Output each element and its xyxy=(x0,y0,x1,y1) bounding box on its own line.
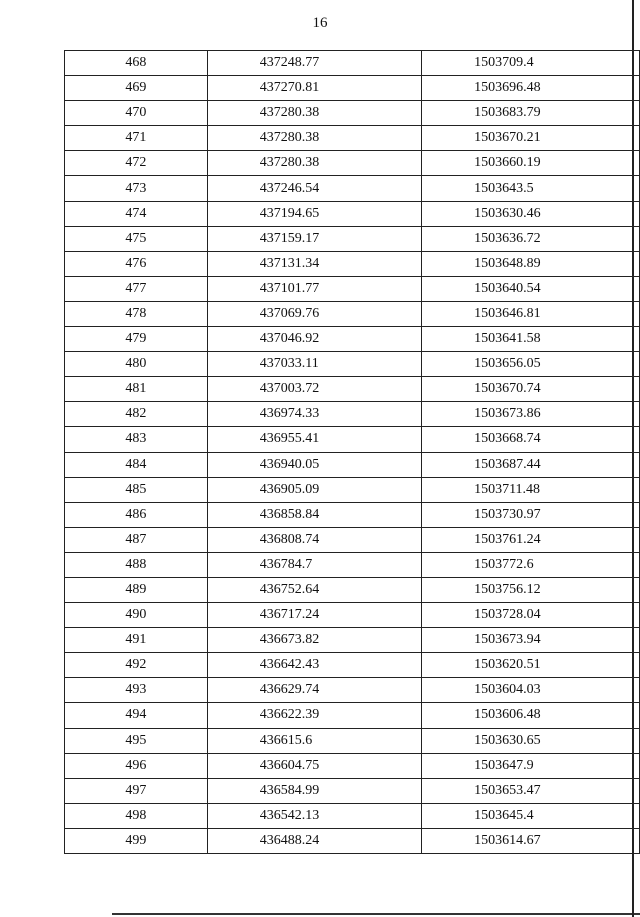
page-number: 16 xyxy=(312,15,328,31)
y-coordinate-cell: 1503604.03 xyxy=(422,678,640,703)
point-number-cell: 481 xyxy=(65,377,208,402)
table-row xyxy=(65,151,640,176)
point-number-cell: 472 xyxy=(65,151,208,176)
bottom-rule xyxy=(112,913,640,915)
y-coordinate-cell: 1503630.65 xyxy=(422,728,640,753)
x-coordinate-cell: 436673.82 xyxy=(207,628,421,653)
y-coordinate-cell: 1503711.48 xyxy=(422,477,640,502)
table-row xyxy=(65,678,640,703)
table-row xyxy=(65,176,640,201)
y-coordinate-cell: 1503646.81 xyxy=(422,301,640,326)
point-number-cell: 480 xyxy=(65,352,208,377)
point-number-cell: 475 xyxy=(65,226,208,251)
x-coordinate-cell: 437280.38 xyxy=(207,151,421,176)
y-coordinate-cell: 1503728.04 xyxy=(422,603,640,628)
point-number-cell: 494 xyxy=(65,703,208,728)
y-coordinate-cell: 1503673.94 xyxy=(422,628,640,653)
y-coordinate-cell: 1503683.79 xyxy=(422,101,640,126)
point-number-cell: 484 xyxy=(65,452,208,477)
table-row xyxy=(65,703,640,728)
x-coordinate-cell: 437131.34 xyxy=(207,251,421,276)
x-coordinate-cell: 436858.84 xyxy=(207,502,421,527)
y-coordinate-cell: 1503614.67 xyxy=(422,828,640,853)
point-number-cell: 485 xyxy=(65,477,208,502)
x-coordinate-cell: 437248.77 xyxy=(207,51,421,76)
y-coordinate-cell: 1503761.24 xyxy=(422,527,640,552)
x-coordinate-cell: 436622.39 xyxy=(207,703,421,728)
table-row xyxy=(65,803,640,828)
table-row xyxy=(65,251,640,276)
x-coordinate-cell: 436808.74 xyxy=(207,527,421,552)
table-row xyxy=(65,527,640,552)
point-number-cell: 482 xyxy=(65,402,208,427)
y-coordinate-cell: 1503640.54 xyxy=(422,276,640,301)
table-row xyxy=(65,427,640,452)
table-row xyxy=(65,226,640,251)
point-number-cell: 473 xyxy=(65,176,208,201)
y-coordinate-cell: 1503636.72 xyxy=(422,226,640,251)
point-number-cell: 496 xyxy=(65,753,208,778)
table-row xyxy=(65,753,640,778)
point-number-cell: 492 xyxy=(65,653,208,678)
point-number-cell: 488 xyxy=(65,552,208,577)
table-row xyxy=(65,201,640,226)
x-coordinate-cell: 437069.76 xyxy=(207,301,421,326)
y-coordinate-cell: 1503648.89 xyxy=(422,251,640,276)
point-number-cell: 470 xyxy=(65,101,208,126)
y-coordinate-cell: 1503660.19 xyxy=(422,151,640,176)
point-number-cell: 476 xyxy=(65,251,208,276)
x-coordinate-cell: 436604.75 xyxy=(207,753,421,778)
point-number-cell: 490 xyxy=(65,603,208,628)
x-coordinate-cell: 437194.65 xyxy=(207,201,421,226)
y-coordinate-cell: 1503696.48 xyxy=(422,76,640,101)
table-row xyxy=(65,603,640,628)
y-coordinate-cell: 1503670.21 xyxy=(422,126,640,151)
table-row xyxy=(65,377,640,402)
point-number-cell: 474 xyxy=(65,201,208,226)
table-row xyxy=(65,628,640,653)
x-coordinate-cell: 436542.13 xyxy=(207,803,421,828)
table-row xyxy=(65,327,640,352)
y-coordinate-cell: 1503641.58 xyxy=(422,327,640,352)
table-row xyxy=(65,402,640,427)
table-row xyxy=(65,51,640,76)
point-number-cell: 497 xyxy=(65,778,208,803)
table-row xyxy=(65,778,640,803)
y-coordinate-cell: 1503670.74 xyxy=(422,377,640,402)
table-row xyxy=(65,577,640,602)
table-row xyxy=(65,653,640,678)
y-coordinate-cell: 1503653.47 xyxy=(422,778,640,803)
table-row xyxy=(65,477,640,502)
x-coordinate-cell: 437270.81 xyxy=(207,76,421,101)
point-number-cell: 486 xyxy=(65,502,208,527)
x-coordinate-cell: 437159.17 xyxy=(207,226,421,251)
table-row xyxy=(65,76,640,101)
x-coordinate-cell: 437280.38 xyxy=(207,126,421,151)
y-coordinate-cell: 1503668.74 xyxy=(422,427,640,452)
x-coordinate-cell: 436905.09 xyxy=(207,477,421,502)
table-row xyxy=(65,552,640,577)
y-coordinate-cell: 1503647.9 xyxy=(422,753,640,778)
x-coordinate-cell: 437246.54 xyxy=(207,176,421,201)
x-coordinate-cell: 436974.33 xyxy=(207,402,421,427)
x-coordinate-cell: 437046.92 xyxy=(207,327,421,352)
point-number-cell: 468 xyxy=(65,51,208,76)
y-coordinate-cell: 1503620.51 xyxy=(422,653,640,678)
x-coordinate-cell: 436752.64 xyxy=(207,577,421,602)
y-coordinate-cell: 1503756.12 xyxy=(422,577,640,602)
point-number-cell: 498 xyxy=(65,803,208,828)
point-number-cell: 479 xyxy=(65,327,208,352)
table-body xyxy=(65,51,640,854)
y-coordinate-cell: 1503709.4 xyxy=(422,51,640,76)
x-coordinate-cell: 436642.43 xyxy=(207,653,421,678)
x-coordinate-cell: 436717.24 xyxy=(207,603,421,628)
point-number-cell: 489 xyxy=(65,577,208,602)
table-row xyxy=(65,828,640,853)
y-coordinate-cell: 1503730.97 xyxy=(422,502,640,527)
y-coordinate-cell: 1503656.05 xyxy=(422,352,640,377)
point-number-cell: 469 xyxy=(65,76,208,101)
x-coordinate-cell: 436488.24 xyxy=(207,828,421,853)
point-number-cell: 495 xyxy=(65,728,208,753)
table-row xyxy=(65,502,640,527)
x-coordinate-cell: 436940.05 xyxy=(207,452,421,477)
x-coordinate-cell: 436629.74 xyxy=(207,678,421,703)
x-coordinate-cell: 436615.6 xyxy=(207,728,421,753)
x-coordinate-cell: 436584.99 xyxy=(207,778,421,803)
table-row xyxy=(65,728,640,753)
y-coordinate-cell: 1503673.86 xyxy=(422,402,640,427)
point-number-cell: 493 xyxy=(65,678,208,703)
table-row xyxy=(65,301,640,326)
point-number-cell: 477 xyxy=(65,276,208,301)
table-row xyxy=(65,276,640,301)
x-coordinate-cell: 436784.7 xyxy=(207,552,421,577)
y-coordinate-cell: 1503606.48 xyxy=(422,703,640,728)
point-number-cell: 499 xyxy=(65,828,208,853)
x-coordinate-cell: 437101.77 xyxy=(207,276,421,301)
y-coordinate-cell: 1503630.46 xyxy=(422,201,640,226)
table-row xyxy=(65,452,640,477)
y-coordinate-cell: 1503772.6 xyxy=(422,552,640,577)
point-number-cell: 487 xyxy=(65,527,208,552)
table-row xyxy=(65,101,640,126)
x-coordinate-cell: 436955.41 xyxy=(207,427,421,452)
y-coordinate-cell: 1503643.5 xyxy=(422,176,640,201)
x-coordinate-cell: 437003.72 xyxy=(207,377,421,402)
x-coordinate-cell: 437280.38 xyxy=(207,101,421,126)
point-number-cell: 483 xyxy=(65,427,208,452)
y-coordinate-cell: 1503645.4 xyxy=(422,803,640,828)
coordinates-table xyxy=(64,50,640,854)
table-row xyxy=(65,352,640,377)
y-coordinate-cell: 1503687.44 xyxy=(422,452,640,477)
point-number-cell: 471 xyxy=(65,126,208,151)
page-edge xyxy=(632,0,634,917)
point-number-cell: 491 xyxy=(65,628,208,653)
table-row xyxy=(65,126,640,151)
x-coordinate-cell: 437033.11 xyxy=(207,352,421,377)
point-number-cell: 478 xyxy=(65,301,208,326)
